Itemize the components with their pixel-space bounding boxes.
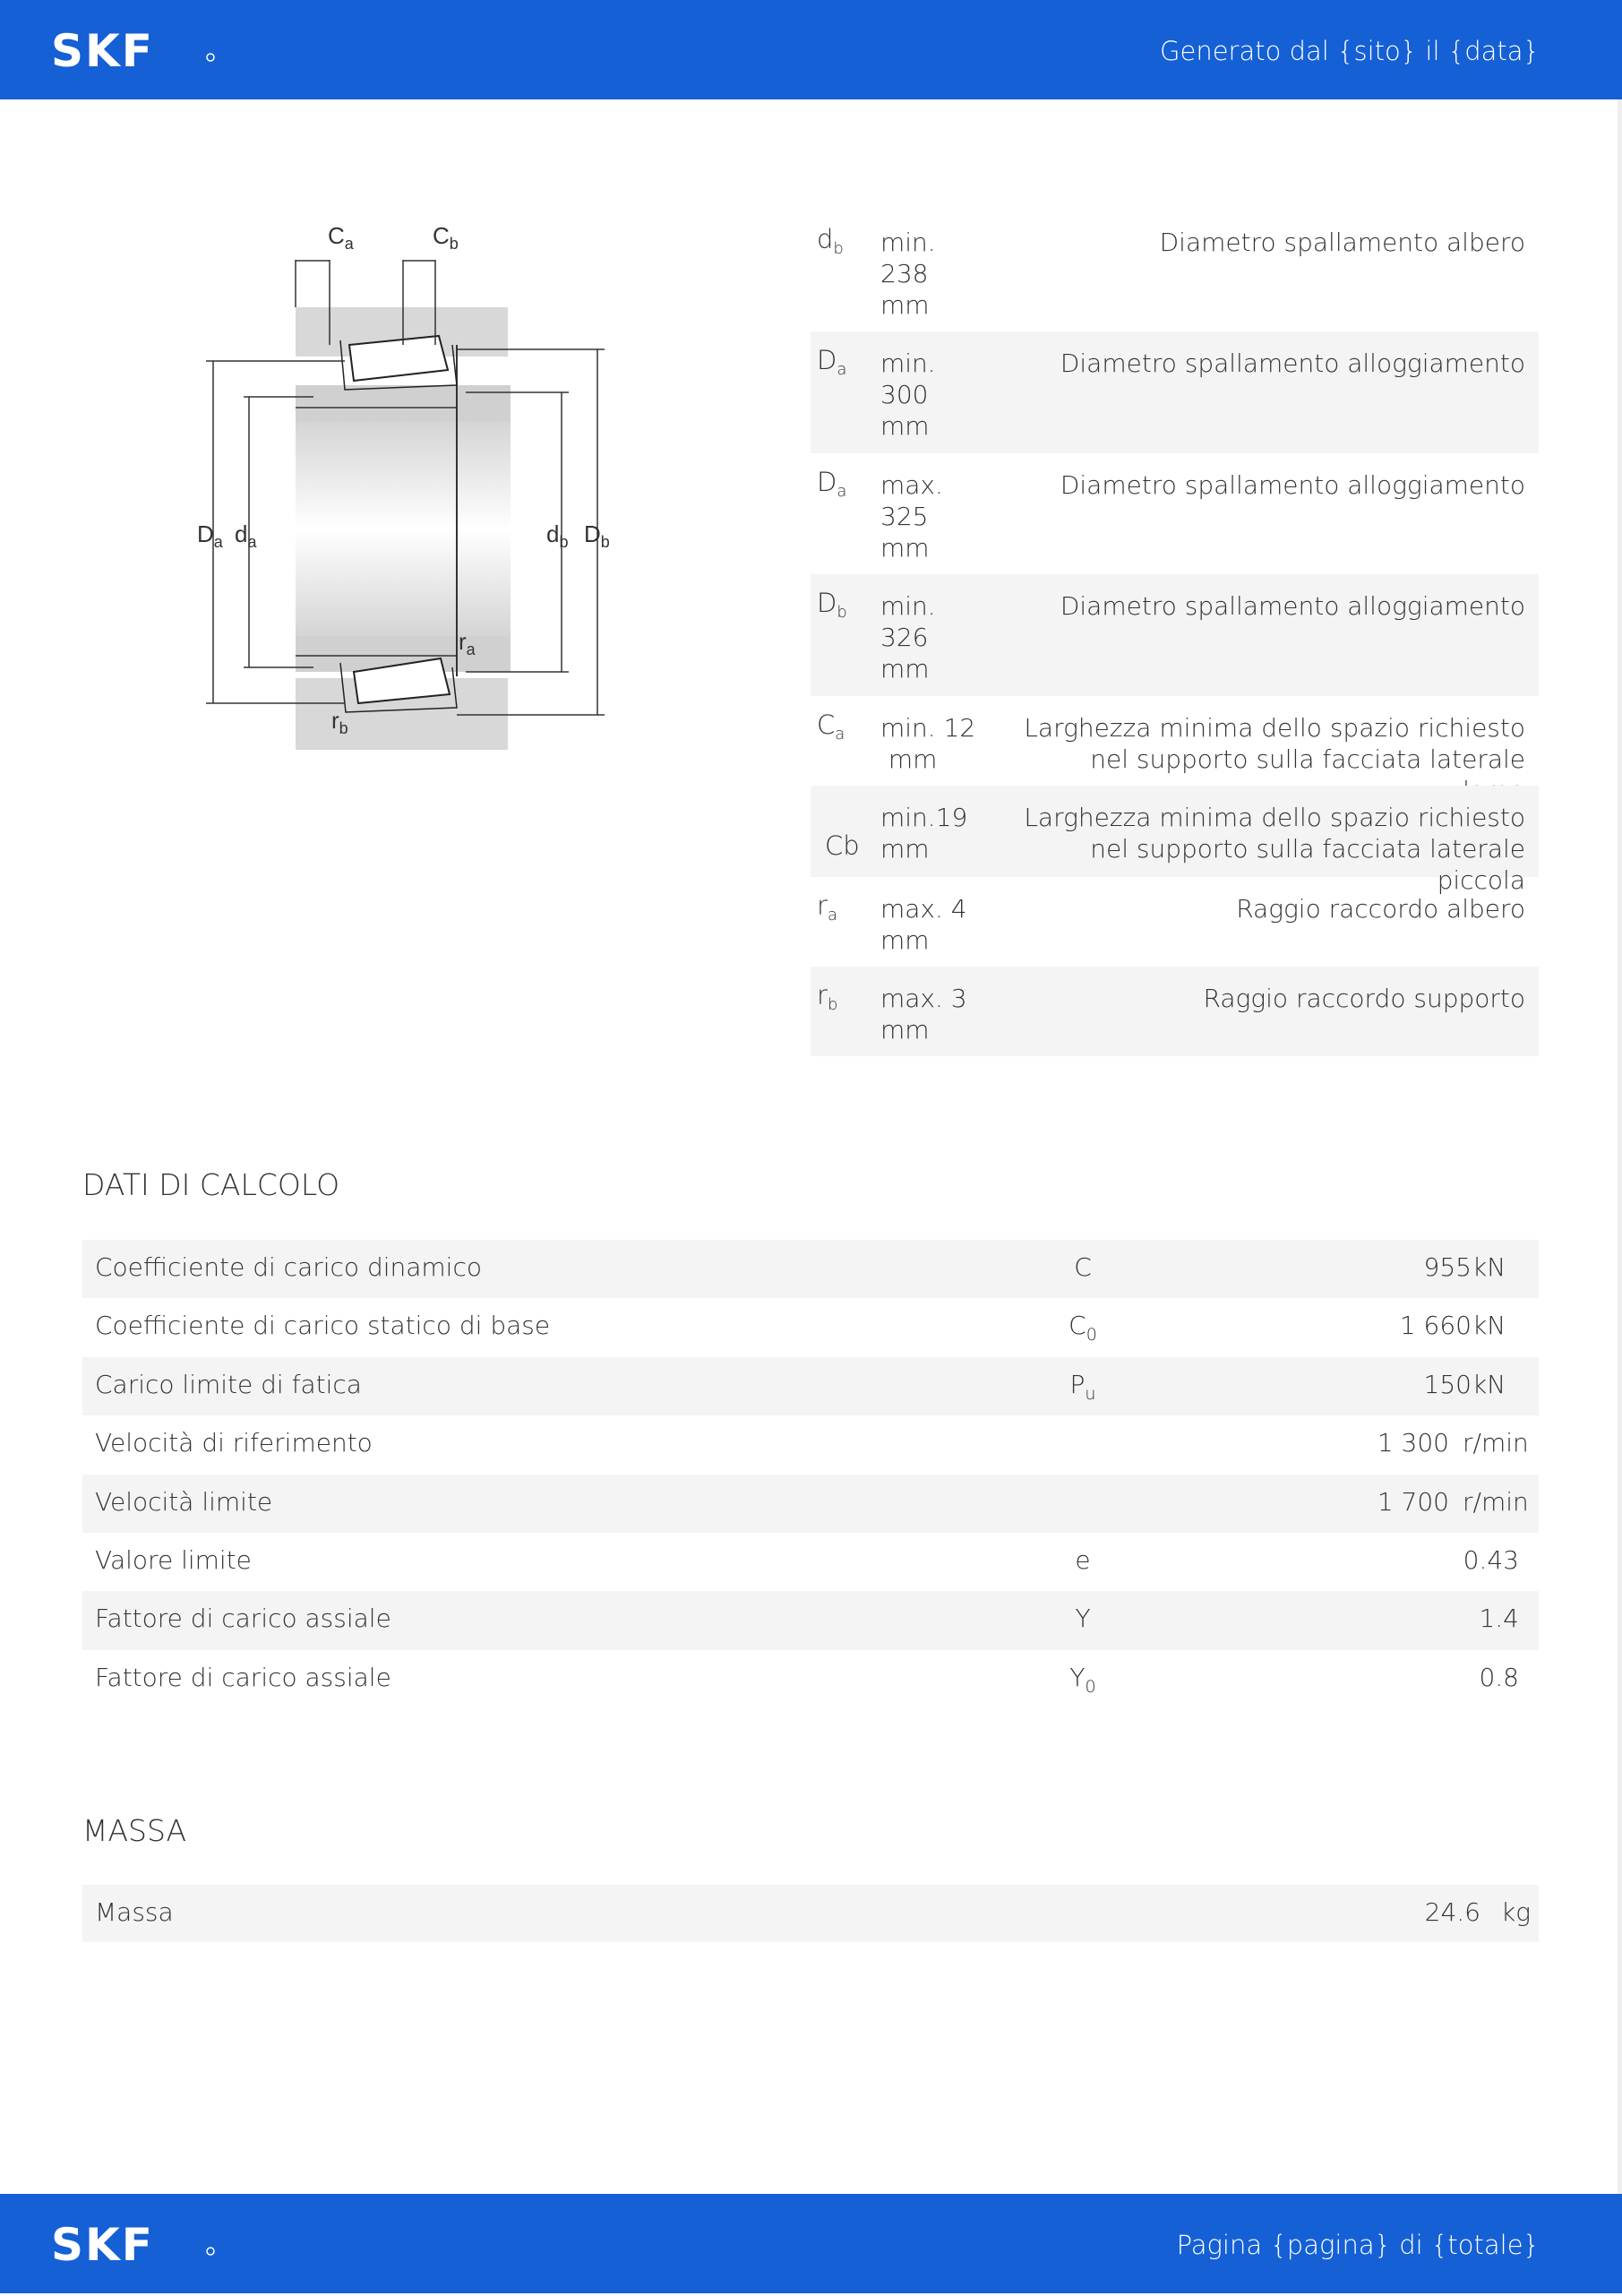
label-da: $d_a$ — [235, 520, 257, 551]
calc-value: 1 300 — [1377, 1428, 1449, 1458]
abutment-row — [811, 696, 1539, 786]
abutment-value: max. 4 mm — [880, 894, 967, 955]
label-Db: $D_b$ — [584, 520, 610, 551]
abutment-symbol: $D_a$ — [817, 467, 847, 501]
calc-value: 1 660 — [1399, 1311, 1472, 1341]
abutment-row — [811, 211, 1539, 331]
label-Cb: $C_b$ — [433, 222, 459, 253]
abutment-row — [811, 453, 1539, 574]
calc-row — [82, 1240, 1539, 1298]
label-db: $d_b$ — [546, 520, 569, 551]
abutment-description: Diametro spallamento alloggiamento — [1060, 348, 1525, 378]
header-bar — [0, 0, 1622, 99]
page-number-text: Pagina {pagina} di {totale} — [1176, 2230, 1540, 2260]
calc-label: Velocità di riferimento — [95, 1428, 373, 1458]
bearing-drawing — [179, 211, 627, 766]
skf-logo — [51, 30, 230, 70]
calc-unit: kN — [1472, 1369, 1506, 1399]
abutment-row — [811, 877, 1539, 967]
abutment-symbol: $D_a$ — [817, 345, 847, 379]
label-Ca: $C_a$ — [328, 222, 354, 253]
abutment-value: min. 238 mm — [880, 228, 936, 320]
calc-value: 0.8 — [1479, 1662, 1519, 1692]
calc-symbol: $Y_0$ — [1069, 1662, 1096, 1697]
calc-label: Fattore di carico assiale — [95, 1662, 391, 1692]
skf-logo — [51, 2224, 230, 2264]
calc-value: 955 — [1423, 1252, 1472, 1282]
abutment-description: Diametro spallamento alloggiamento — [1060, 591, 1525, 621]
calc-row — [82, 1415, 1539, 1474]
abutment-symbol: $r_a$ — [817, 890, 837, 924]
abutment-symbol: Cb — [825, 830, 860, 861]
label-Da: $D_a$ — [197, 520, 223, 551]
generated-text: Generato dal {sito} il {data} — [1160, 36, 1540, 66]
calc-label: Velocità limite — [95, 1486, 273, 1517]
calc-section-title: DATI DI CALCOLO — [82, 1167, 340, 1202]
calc-symbol: $C_0$ — [1068, 1311, 1097, 1346]
abutment-symbol: $r_b$ — [817, 980, 838, 1014]
abutment-value: min.19 mm — [880, 803, 968, 864]
abutment-value: max. 325 mm — [880, 470, 943, 563]
calc-row — [82, 1357, 1539, 1415]
calc-value: 1 700 — [1377, 1486, 1449, 1517]
label-rb: $r_b$ — [331, 707, 348, 737]
abutment-row — [811, 786, 1539, 895]
mass-label: Massa — [95, 1897, 174, 1927]
abutment-symbol: $C_a$ — [817, 709, 845, 744]
mass-unit: kg — [1501, 1897, 1532, 1927]
mass-row — [82, 1885, 1539, 1942]
abutment-value: max. 3 mm — [880, 984, 967, 1045]
abutment-table — [811, 211, 1539, 1056]
calc-row — [82, 1591, 1539, 1649]
label-ra: $r_a$ — [459, 628, 476, 658]
calc-label: Coefficiente di carico dinamico — [95, 1252, 482, 1282]
calc-symbol: Y — [1075, 1604, 1091, 1634]
calc-value: 1.4 — [1479, 1604, 1519, 1634]
calc-table — [82, 1240, 1539, 1708]
abutment-row — [811, 331, 1539, 453]
calc-label: Fattore di carico assiale — [95, 1604, 391, 1634]
abutment-value: min. 300 mm — [880, 348, 936, 441]
abutment-value: min. 326 mm — [880, 591, 936, 684]
calc-value: 150 — [1423, 1369, 1472, 1399]
calc-row — [82, 1533, 1539, 1591]
calc-label: Coefficiente di carico statico di base — [95, 1311, 551, 1341]
abutment-description: Larghezza minima dello spazio richiesto nel supporto sulla facciata laterale — [1024, 713, 1525, 774]
abutment-row — [811, 574, 1539, 696]
calc-row — [82, 1298, 1539, 1356]
page-edge — [1618, 99, 1622, 2194]
abutment-value: min. 12 mm — [880, 713, 976, 774]
calc-symbol: $P_u$ — [1069, 1369, 1096, 1404]
calc-symbol: e — [1075, 1544, 1091, 1575]
calc-value: 0.43 — [1463, 1544, 1519, 1575]
logo-text: SKF — [51, 2224, 154, 2264]
calc-unit: r/min — [1463, 1428, 1529, 1458]
footer-bar — [0, 2194, 1622, 2293]
logo-text: SKF — [51, 30, 154, 70]
abutment-description: Raggio raccordo supporto — [1203, 984, 1525, 1013]
mass-section-title: MASSA — [82, 1813, 187, 1848]
abutment-description: Diametro spallamento albero — [1159, 228, 1525, 257]
calc-unit: kN — [1472, 1311, 1506, 1341]
calc-label: Valore limite — [95, 1544, 252, 1575]
calc-unit: r/min — [1463, 1486, 1529, 1517]
calc-symbol: C — [1074, 1252, 1092, 1282]
abutment-description: Raggio raccordo albero — [1236, 894, 1525, 924]
abutment-symbol: $d_b$ — [817, 224, 844, 258]
calc-unit: kN — [1472, 1252, 1506, 1282]
abutment-row — [811, 967, 1539, 1056]
abutment-description: Diametro spallamento alloggiamento — [1060, 470, 1525, 500]
calc-row — [82, 1650, 1539, 1708]
abutment-symbol: $D_b$ — [817, 588, 847, 622]
abutment-description: Larghezza minima dello spazio richiesto nel supporto sulla facciata laterale piccola — [1024, 803, 1525, 895]
mass-value: 24.6 — [1424, 1897, 1480, 1927]
calc-label: Carico limite di fatica — [95, 1369, 362, 1399]
calc-row — [82, 1475, 1539, 1533]
